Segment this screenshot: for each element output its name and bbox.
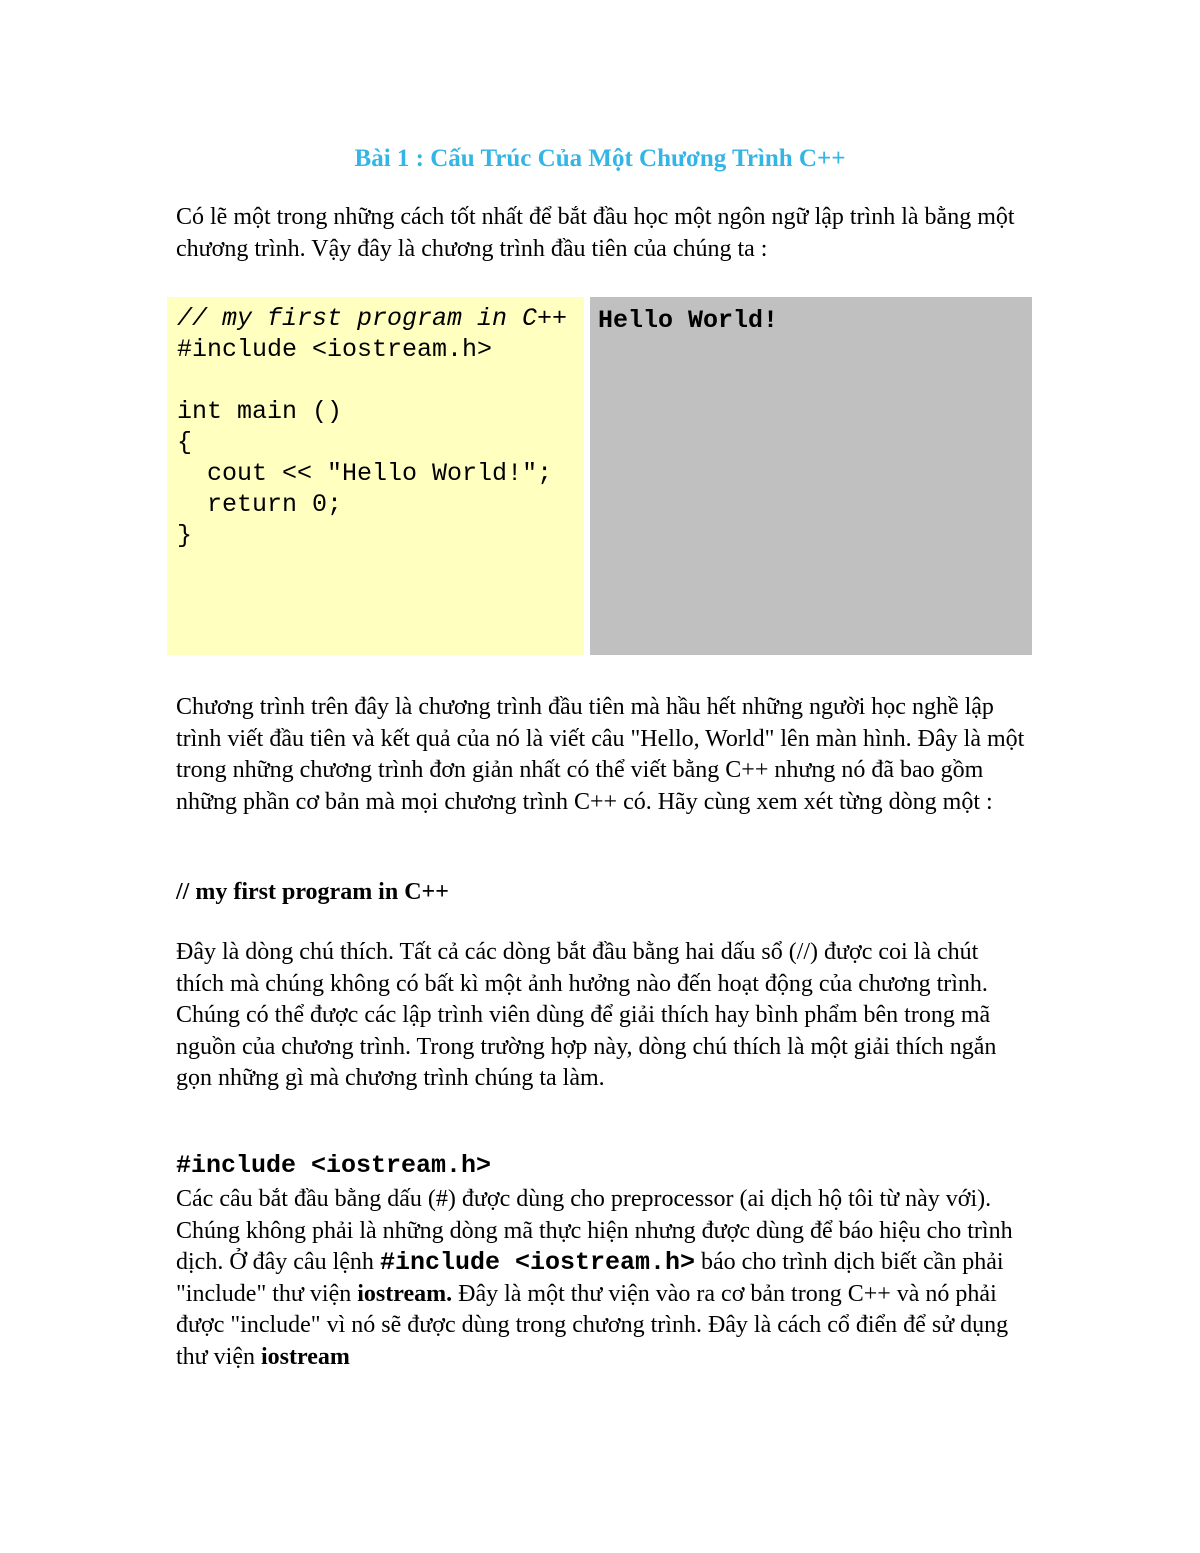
page-title: Bài 1 : Cấu Trúc Của Một Chương Trình C++ [354, 145, 846, 172]
explain-paragraph: Chương trình trên đây là chương trình đầu tiên mà hầu hết những người học nghề lập trình viết đầu tiên và kết quả của nó là viết câu "Hello, World" lên màn hình. Đây là một trong những chương trình đơn giản nhất có thể viết bằng C++ nhưng nó đã bao gồm những phần cơ bản mà mọi chương trình C++ có. Hãy cùng xem xét từng dòng một : [176, 694, 1025, 815]
code-listing [177, 303, 574, 551]
include-heading [176, 1150, 1026, 1182]
include-inline-code: #include <iostream.h> [379, 1248, 695, 1277]
code-source: #include <iostream.h> int main () { cout << "Hello World!"; return 0; } [177, 335, 553, 550]
output-text: Hello World! [598, 306, 779, 335]
comment-heading: // my first program in C++ [176, 879, 449, 905]
comment-paragraph: Đây là dòng chú thích. Tất cả các dòng bắt đầu bằng hai dấu sổ (//) được coi là chút thích mà chúng không có bất kì một ảnh hưởng nào đến hoạt động của chương trình. Chúng có thể được các lập trình viên dùng để giải thích hay bình phẩm bên trong mã nguồn của chương trình. Trong trường hợp này, dòng chú thích là một giải thích ngắn gọn những gì mà chương trình chúng ta làm. [176, 939, 997, 1091]
include-text-3: Đây là một thư viện vào ra cơ bản trong C++ và nó phải được "include" vì nó sẽ được dùng trong chương trình. Đây là cách cổ điển để sử dụng thư viện [176, 1280, 1009, 1370]
include-text-2: báo cho trình dịch biết cần phải "include" thư viện [176, 1249, 1004, 1307]
output-example-box [590, 297, 1032, 655]
include-heading-code: #include <iostream.h> [176, 1151, 492, 1180]
library-name-2: iostream [261, 1343, 350, 1370]
intro-paragraph: Có lẽ một trong những cách tốt nhất để bắt đầu học một ngôn ngữ lập trình là bằng một chương trình. Vậy đây là chương trình đầu tiên của chúng ta : [176, 204, 1015, 262]
include-paragraph [176, 1184, 1026, 1373]
code-comment-line: // my first program in C++ [177, 304, 568, 333]
include-text-1: Các câu bắt đầu bằng dấu (#) được dùng cho preprocessor (ai dịch hộ tôi từ này với). Chúng không phải là những dòng mã thực hiện nhưng được dùng để báo hiệu cho trình dịch. Ở đây câu lệnh [176, 1186, 1013, 1275]
library-name-1: iostream. [357, 1280, 453, 1307]
code-example-box [167, 297, 584, 655]
